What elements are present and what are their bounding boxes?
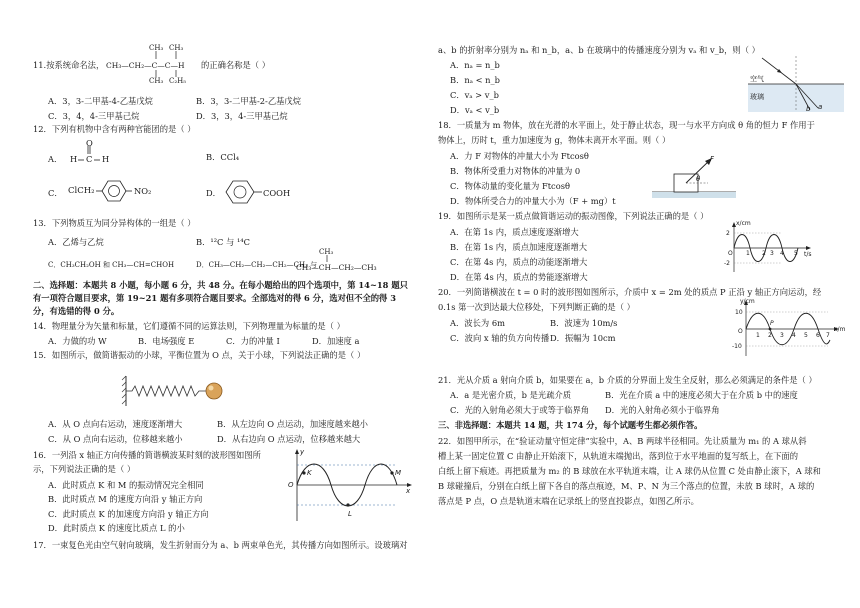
q19-fig-t3: 3 <box>770 250 774 257</box>
q15-option-b: B．从左边向 O 点运动，加速度越来越小 <box>217 419 368 429</box>
q20-fig-y-neg: -10 <box>732 343 742 350</box>
q17-fig-air: 空气 <box>750 75 764 83</box>
q18-fig-f: F <box>710 155 715 163</box>
q15-option-a: A．从 O 点向右运动，速度逐渐增大 <box>48 419 183 429</box>
q20-fig-t1: 1 <box>756 332 760 339</box>
q16-option-c: C．此时质点 K 的加速度方向沿 y 轴正方向 <box>48 509 209 519</box>
q20-wave-graph <box>734 300 840 358</box>
q11-formula-top-b: CH₃ <box>169 44 184 52</box>
q20-fig-t7: 7 <box>826 332 830 339</box>
q13-option-d: D．CH₃—CH₂—CH₂—CH₂—CH₃ 与 <box>196 261 318 269</box>
section2-line2: 有一项符合题目要求，第 19~21 题有多项符合题目要求。全部选对的得 6 分，选对但不全的得 3 <box>33 293 397 303</box>
q17-option-d: D．vₐ < v_b <box>450 105 500 115</box>
q12-a-oxygen: O <box>86 138 93 148</box>
q16-fig-m: M <box>395 469 402 477</box>
q20-stem-line2: 0.1s 第一次到达最大位移处，下列判断正确的是（ ） <box>438 302 635 312</box>
q20-fig-y-pos: 10 <box>735 309 743 316</box>
q15-stem: 15．如图所示，做简谐振动的小球，平衡位置为 O 点，关于小球，下列说法正确的是（ ） <box>33 350 366 360</box>
q19-option-b: B．在第 1s 内，质点加速度逐渐增大 <box>450 242 588 252</box>
q18-option-c: C．物体动量的变化量为 Ftcosθ <box>450 181 570 191</box>
q18-option-b: B．物体所受重力对物体的冲量为 0 <box>450 166 581 176</box>
q17-option-b: B．nₐ < n_b <box>450 75 500 85</box>
q16-fig-k: K <box>307 469 312 477</box>
q16-fig-l: L <box>348 510 352 518</box>
q19-option-d: D．在第 4s 内，质点的势能逐渐增大 <box>450 272 588 282</box>
q11-formula-bot-a: CH₃ <box>149 77 164 85</box>
q13-option-b: B．¹²C 与 ¹⁴C <box>196 237 250 247</box>
q11-option-a: A．3，3-二甲基-4-乙基戊烷 <box>48 96 153 106</box>
q13-option-a: A．乙烯与乙烷 <box>48 237 104 247</box>
section2-line3: 分，有选错的得 0 分。 <box>33 306 120 316</box>
q17-fig-a: a <box>818 103 823 111</box>
q22-line5: 落点是 P 点，O 点是轨道末端在记录纸上的竖直投影点，如图乙所示。 <box>438 496 699 506</box>
q18-stem-line2: 物体上，历时 t，重力加速度为 g，物体未离开水平面。则（ ） <box>438 135 671 145</box>
q16-option-b: B．此时质点 M 的速度方向沿 y 轴正方向 <box>48 494 203 504</box>
q12-option-d-label: D． <box>206 188 221 198</box>
q20-fig-t2: 2 <box>768 332 772 339</box>
q19-fig-t1: 1 <box>746 250 750 257</box>
q17-option-a: A．nₐ = n_b <box>450 60 500 70</box>
q15-option-c: C．从 O 点向右运动，位移越来越小 <box>48 434 183 444</box>
q14-option-d: D．加速度 a <box>312 336 360 346</box>
q11-formula-bot-b: C₂H₅ <box>169 77 187 85</box>
q12-a-h1: H <box>70 154 78 164</box>
q16-stem-line2: 示，下列说法正确的是（ ） <box>33 464 136 474</box>
q19-stem: 19．如图所示是某一质点做简谐运动的振动图像，下列说法正确的是（ ） <box>438 211 709 221</box>
q20-option-c: C．波向 x 轴的负方向传播 <box>450 333 550 343</box>
q19-fig-x-label: t/s <box>804 251 812 258</box>
q11-option-d: D．3，3，4-三甲基己烷 <box>196 111 288 121</box>
q11-option-b: B．3，3-二甲基-2-乙基戊烷 <box>196 96 302 106</box>
q12-a-carbon: C <box>86 154 93 164</box>
q22-line3: 白纸上留下痕迹。再把质量为 m₂ 的 B 球放在水平轨道末端，让 A 球仍从位置 C 处由静止滚下，A 球和 <box>438 466 821 476</box>
q12-a-bonds <box>70 146 120 166</box>
q12-d-sub: COOH <box>263 188 291 198</box>
q12-stem: 12．下列有机物中含有两种官能团的是（ ） <box>33 124 196 134</box>
q16-stem-line1: 16．一列沿 x 轴正方向传播的简谐横波某时刻的波形图如图所 <box>33 450 261 460</box>
q20-option-a: A．波长为 6m <box>450 318 505 328</box>
q18-option-a: A．力 F 对物体的冲量大小为 Ftcosθ <box>450 151 589 161</box>
q17-stem: 17．一束复色光由空气射向玻璃，发生折射而分为 a、b 两束单色光，其传播方向如图所示。设玻璃对 <box>33 540 408 550</box>
q20-fig-t5: 5 <box>804 332 808 339</box>
q22-line2: 槽上某一固定位置 C 由静止开始滚下，从轨道末端抛出，落到位于水平地面的复写纸上，在下面的 <box>438 451 799 461</box>
q14-option-b: B．电场强度 E <box>138 336 195 346</box>
section3-header: 三、非选择题：本题共 14 题，共 174 分，每个试题考生都必须作答。 <box>438 420 703 430</box>
q17-continued-stem: a、b 的折射率分别为 nₐ 和 n_b，a、b 在玻璃中的传播速度分别为 vₐ 和 v_b，则（ ） <box>438 45 760 55</box>
q21-stem: 21．光从介质 a 射向介质 b，如果要在 a，b 介质的分界面上发生全反射，那么必须满足的条件是（ ） <box>438 375 817 385</box>
q13-d-top: CH₃ <box>319 248 334 256</box>
q19-fig-t5: 5 <box>794 250 798 257</box>
q16-fig-x-label: x <box>406 487 411 495</box>
q16-fig-y-label: y <box>300 448 305 456</box>
q13-d-main: CH₃—CH—CH₂—CH₃ <box>296 263 377 272</box>
q21-option-a: A．a 是光密介质，b 是光疏介质 <box>450 390 572 400</box>
q20-fig-t6: 6 <box>816 332 820 339</box>
q18-fig-theta: θ <box>696 175 701 183</box>
q20-option-b: B．波速为 10m/s <box>550 318 618 328</box>
q12-a-h2: H <box>102 154 110 164</box>
q12-option-c-label: C． <box>48 188 63 198</box>
q22-line1: 22．如图甲所示，在“验证动量守恒定律”实验中，A、B 两球半径相同。先让质量为 m₁ 的 A 球从斜 <box>438 436 807 446</box>
q18-option-d: D．物体所受合力的冲量大小为（F + mg）t <box>450 196 616 206</box>
q12-c-benzene-ring <box>96 178 136 204</box>
q14-stem: 14．物理量分为矢量和标量，它们遵循不同的运算法则，下列物理量为标量的是（ ） <box>33 321 345 331</box>
q15-spring-figure <box>120 372 240 412</box>
q21-option-d: D．光的入射角必须小于临界角 <box>605 405 720 415</box>
q19-fig-y-neg: -2 <box>724 260 730 267</box>
q20-stem-line1: 20．一列简谐横波在 t = 0 时的波形图如图所示，介质中 x = 2m 处的质点 P 正沿 y 轴正方向运动，经 <box>438 287 822 297</box>
q16-option-d: D．此时质点 K 的速度比质点 L 的小 <box>48 523 185 533</box>
q12-d-benzene-ring <box>222 178 264 206</box>
q19-fig-t2: 2 <box>762 250 766 257</box>
q11-option-c: C．3，4，4-三甲基己烷 <box>48 111 140 121</box>
q14-option-c: C．力的冲量 I <box>226 336 280 346</box>
q21-option-b: B．光在介质 a 中的速度必须大于在介质 b 中的速度 <box>605 390 798 400</box>
q20-fig-origin: O <box>738 328 743 335</box>
q20-fig-y-label: y/cm <box>740 298 755 305</box>
q12-option-a-label: A． <box>48 154 63 164</box>
q18-force-figure <box>652 150 736 200</box>
q11-prefix: 11.按系统命名法， <box>33 60 105 70</box>
q19-vibration-graph <box>722 222 812 274</box>
q20-fig-t3: 3 <box>780 332 784 339</box>
q14-option-a: A．力做的功 W <box>48 336 107 346</box>
q11-formula-top-a: CH₃ <box>149 44 164 52</box>
q12-c-sub1: ClCH₂ <box>68 186 95 196</box>
q15-option-d: D．从右边向 O 点运动，位移越来越大 <box>217 434 361 444</box>
q17-option-c: C．vₐ > v_b <box>450 90 499 100</box>
q19-fig-y-pos: 2 <box>726 230 730 237</box>
q20-fig-p: P <box>770 320 774 327</box>
q16-option-a: A．此时质点 K 和 M 的振动情况完全相同 <box>48 480 204 490</box>
q17-fig-b: b <box>806 105 811 113</box>
q20-fig-x-label: x/m <box>834 326 846 333</box>
q12-option-b: B．CCl₄ <box>206 152 240 162</box>
q20-option-d: D．振幅为 10cm <box>550 333 616 343</box>
q19-fig-t4: 4 <box>780 250 784 257</box>
q12-c-sub2: NO₂ <box>134 186 152 196</box>
q21-option-c: C．光的入射角必须大于或等于临界角 <box>450 405 590 415</box>
q13-option-c: C．CH₃CH₂OH 和 CH₃—CH=CHOH <box>48 261 175 269</box>
section2-line1: 二、选择题：本题共 8 小题，每小题 6 分，共 48 分。在每小题给出的四个选项中，第 14~18 题只 <box>33 280 408 290</box>
q19-option-a: A．在第 1s 内，质点速度逐渐增大 <box>450 227 579 237</box>
q11-formula-main: CH₃—CH₂—C—C—H <box>106 61 185 70</box>
q18-stem-line1: 18．一质量为 m 物体，放在光滑的水平面上，处于静止状态，现一与水平方向成 θ 角的恒力 F 作用于 <box>438 120 815 130</box>
q19-fig-origin: O <box>728 250 733 257</box>
q17-fig-glass: 玻璃 <box>750 93 764 101</box>
q13-stem: 13．下列物质互为同分异构体的一组是（ ） <box>33 218 196 228</box>
q19-fig-y-label: x/cm <box>736 220 751 227</box>
q20-fig-t4: 4 <box>792 332 796 339</box>
q22-line4: B 球碰撞后，分别在白纸上留下各自的落点痕迹，M、P、N 为三个落点的位置，未放 B 球时，A 球的 <box>438 481 815 491</box>
q16-fig-origin: O <box>288 481 294 489</box>
q11-suffix: 的正确名称是（ ） <box>201 60 271 70</box>
q19-option-c: C．在第 4s 内，质点的动能逐渐增大 <box>450 257 588 267</box>
